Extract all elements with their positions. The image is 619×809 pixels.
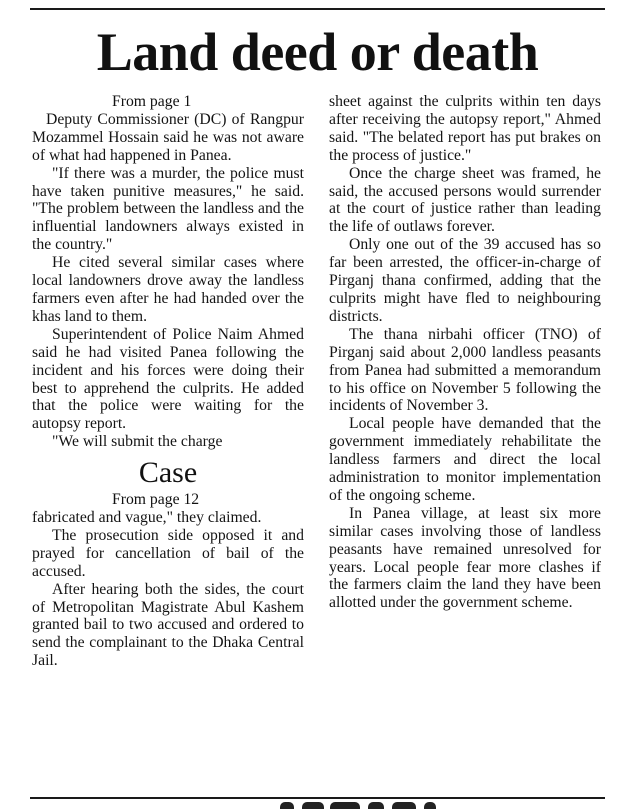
headline: Land deed or death: [96, 22, 539, 82]
paragraph: He cited several similar cases where local landowners drove away the landless farmers even after he had handed over the khas land to them.: [32, 254, 304, 325]
paragraph: Local people have demanded that the government immediately rehabilitate the landless farmers and direct the local administration to monitor implementation of the ongoing scheme.: [329, 415, 601, 504]
paragraph: sheet against the culprits within ten days after receiving the autopsy report," Ahmed said. "The belated report has put brakes on the process of justice.": [329, 93, 601, 164]
paragraph: After hearing both the sides, the court of Metropolitan Magistrate Abul Kashem granted bail to two accused and ordered to send the complainant to the Dhaka Central Jail.: [32, 580, 304, 670]
case-subhead: Case: [138, 456, 198, 490]
paragraph: "If there was a murder, the police must have taken punitive measures," he said. "The problem between the landless and the influential landowners always existed in the country.": [32, 164, 304, 254]
paragraph: The prosecution side opposed it and prayed for cancellation of bail of the accused.: [32, 526, 304, 580]
left-column: [32, 93, 304, 670]
top-rule: [30, 8, 605, 10]
case-jump-line: From page 12: [112, 491, 200, 509]
right-column: [329, 93, 601, 612]
paragraph: "We will submit the charge: [52, 433, 223, 451]
jump-line: From page 1: [112, 93, 192, 110]
paragraph: Once the charge sheet was framed, he said, the accused persons would surrender at the court of justice rather than leading the life of outlaws forever.: [329, 164, 601, 236]
bottom-rule: [30, 797, 605, 799]
paragraph: In Panea village, at least six more similar cases involving those of landless peasants have remained unresolved for years. Local people fear more clashes if the farmers claim the land they have been allotted under the government scheme.: [329, 504, 601, 612]
cropped-text-strip: [30, 800, 605, 809]
paragraph: The thana nirbahi officer (TNO) of Pirganj said about 2,000 landless peasants from Panea had submitted a memorandum to his office on November 5 following the incidents of November 3.: [329, 325, 601, 415]
paragraph: Only one out of the 39 accused has so far been arrested, the officer-in-charge of Pirganj thana confirmed, adding that the culprits might have fled to neighbouring districts.: [329, 236, 601, 325]
paragraph: Superintendent of Police Naim Ahmed said he had visited Panea following the incident and his forces were doing their best to apprehend the culprits. He added that the police were waiting for the autopsy report.: [32, 325, 304, 433]
paragraph: fabricated and vague," they claimed.: [32, 509, 262, 527]
paragraph: Deputy Commissioner (DC) of Rangpur Mozammel Hossain said he was not aware of what had happened in Panea.: [32, 110, 304, 164]
